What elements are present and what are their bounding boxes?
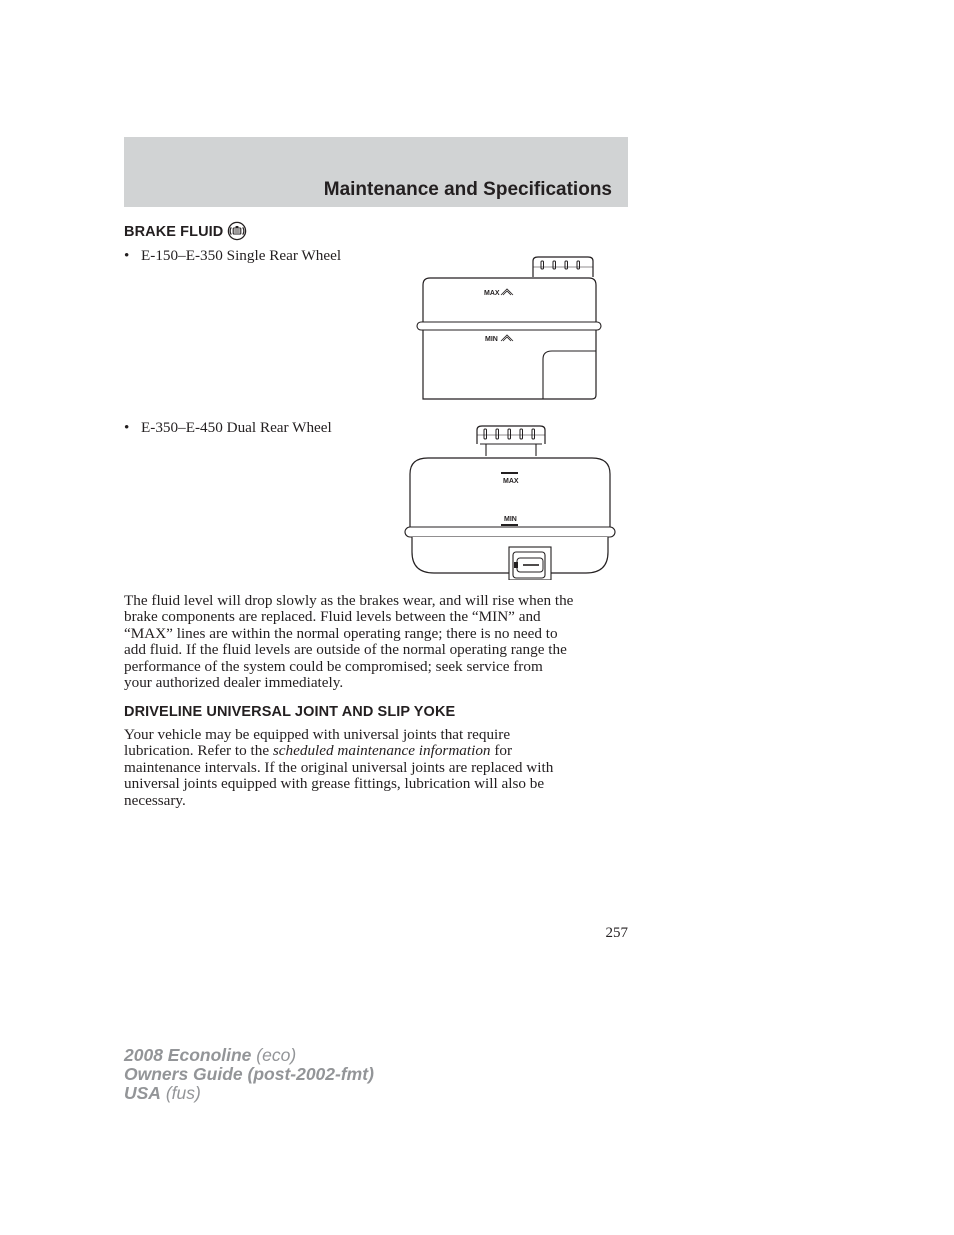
line-text: for — [490, 742, 513, 760]
footer-guide: Owners Guide (post-2002-fmt) — [124, 1064, 374, 1084]
brake-fluid-warning-icon — [227, 221, 247, 245]
footer-market: USA — [124, 1083, 161, 1103]
driveline-paragraph — [124, 727, 632, 809]
reservoir1-max-label: MAX — [484, 290, 500, 297]
bullet-dual-rear-wheel: • E-350–E-450 Dual Rear Wheel — [124, 419, 332, 436]
document-footer — [124, 1046, 374, 1103]
bullet-single-rear-wheel: • E-150–E-350 Single Rear Wheel — [124, 247, 342, 264]
reservoir2-min-label: MIN — [504, 516, 517, 523]
paragraph-line: add fluid. If the fluid levels are outside of the normal operating range the — [124, 641, 567, 659]
page-number: 257 — [605, 925, 628, 941]
line-text: lubrication. Refer to the — [124, 742, 273, 760]
brake-fluid-heading-text: BRAKE FLUID — [124, 224, 224, 240]
footer-line-model — [124, 1046, 374, 1065]
paragraph-line: maintenance intervals. If the original universal joints are replaced with — [124, 758, 554, 776]
reservoir1-min-label: MIN — [485, 336, 498, 343]
paragraph-line: necessary. — [124, 791, 186, 809]
paragraph-line: The fluid level will drop slowly as the brakes wear, and will rise when the — [124, 592, 574, 609]
paragraph-line: performance of the system could be compromised; seek service from — [124, 657, 543, 675]
bullet-text: E-350–E-450 Dual Rear Wheel — [141, 419, 332, 436]
brake-fluid-heading — [124, 221, 247, 245]
reservoir-dual-rear-wheel-illustration — [400, 422, 620, 580]
paragraph-line: your authorized dealer immediately. — [124, 674, 344, 692]
paragraph-line: brake components are replaced. Fluid levels between the “MIN” and — [124, 608, 541, 626]
footer-line-market — [124, 1084, 374, 1103]
bullet-text: E-150–E-350 Single Rear Wheel — [141, 247, 342, 264]
footer-market-code: (fus) — [165, 1083, 201, 1103]
reservoir2-max-label: MAX — [503, 478, 519, 485]
paragraph-line — [124, 743, 632, 759]
paragraph-line: Your vehicle may be equipped with universal joints that require — [124, 726, 511, 743]
section-header-band — [124, 137, 628, 207]
footer-model: 2008 Econoline — [124, 1045, 252, 1065]
driveline-heading: DRIVELINE UNIVERSAL JOINT AND SLIP YOKE — [124, 704, 456, 720]
paragraph-line: universal joints equipped with grease fittings, lubrication will also be — [124, 775, 545, 793]
section-title: Maintenance and Specifications — [323, 179, 612, 200]
reservoir-single-rear-wheel-illustration — [412, 253, 602, 405]
paragraph-line: “MAX” lines are within the normal operating range; there is no need to — [124, 624, 558, 642]
brake-fluid-paragraph — [124, 593, 632, 691]
scheduled-maintenance-reference: scheduled maintenance information — [272, 742, 491, 760]
footer-model-code: (eco) — [256, 1045, 297, 1065]
footer-line-guide — [124, 1065, 374, 1084]
